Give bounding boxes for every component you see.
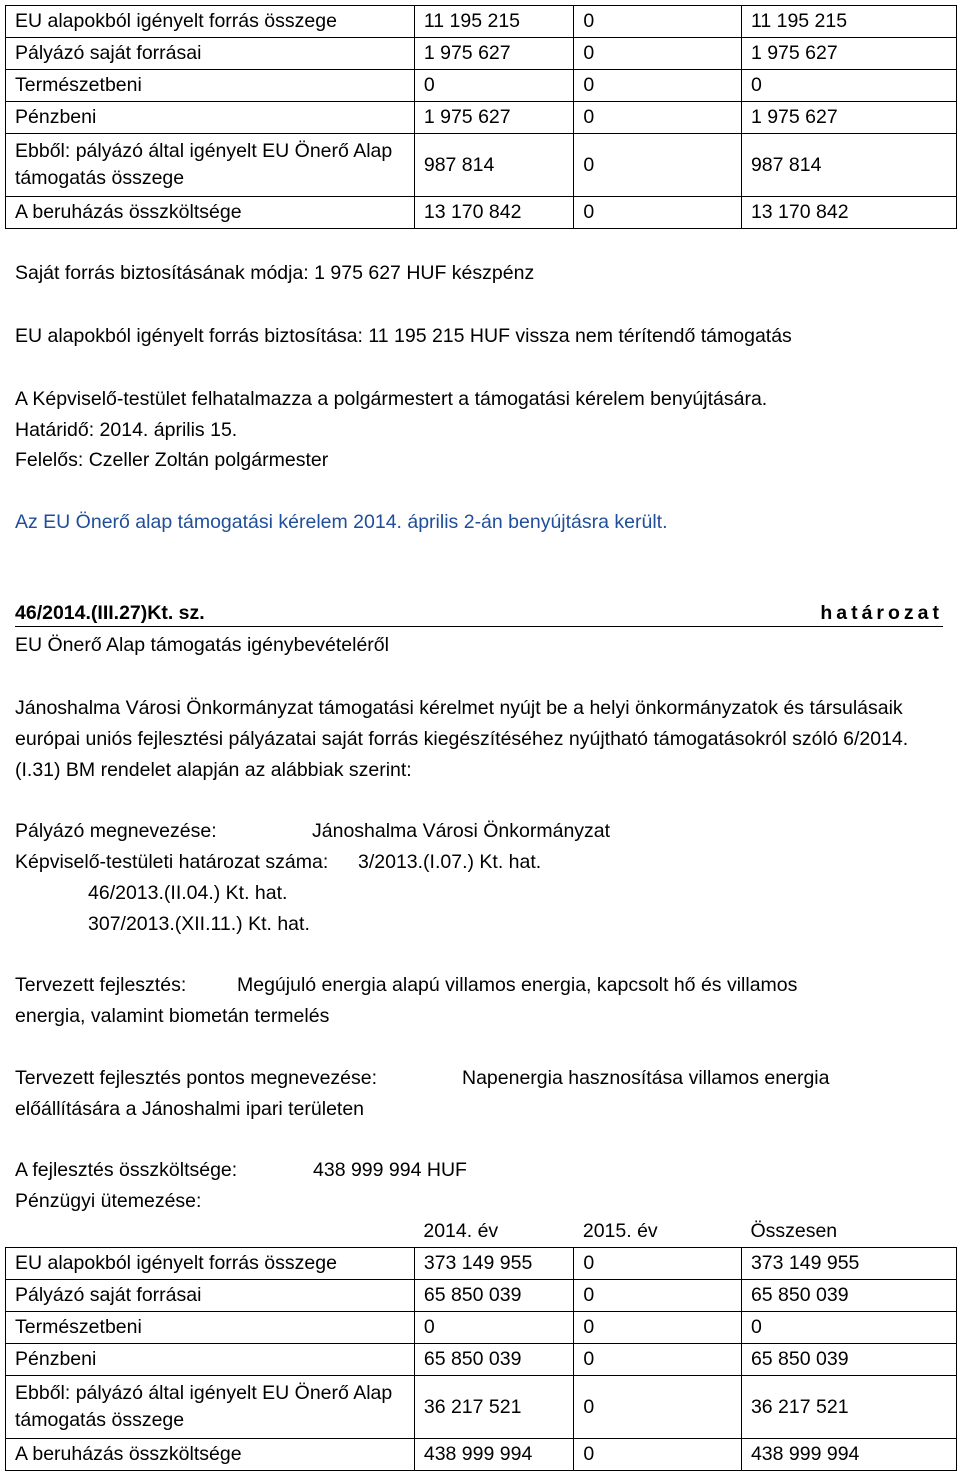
table-row (6, 6, 957, 38)
cell-2014: 13 170 842 (414, 197, 574, 229)
planned-exact-value-cont: előállítására a Jánoshalmi ipari területen (15, 1098, 365, 1120)
cell-total: 987 814 (741, 134, 956, 197)
total-cost-value: 438 999 994 HUF (313, 1159, 467, 1181)
cell-2015: 0 (574, 70, 742, 102)
resolution-header (15, 598, 943, 627)
planned-value-cont: energia, valamint biometán termelés (15, 1005, 330, 1027)
cell-2015: 0 (574, 1376, 742, 1439)
row-label: A beruházás összköltsége (6, 1439, 415, 1471)
column-header (6, 1216, 415, 1248)
row-label: Pénzbeni (6, 1344, 415, 1376)
authorization-text: A Képviselő-testület felhatalmazza a polgármestert a támogatási kérelem benyújtására. (15, 388, 768, 410)
table-row (6, 70, 957, 102)
table-row (6, 1376, 957, 1439)
row-label: Pályázó saját forrásai (6, 38, 415, 70)
cell-2015: 0 (574, 102, 742, 134)
cell-total: 0 (741, 1312, 956, 1344)
cell-2014: 0 (414, 70, 574, 102)
table-row (6, 1248, 957, 1280)
council-number: 307/2013.(XII.11.) Kt. hat. (88, 913, 310, 935)
cell-2015: 0 (574, 1248, 742, 1280)
planned-exact-label: Tervezett fejlesztés pontos megnevezése: (15, 1067, 378, 1089)
planned-label: Tervezett fejlesztés: (15, 974, 187, 996)
council-number: 46/2013.(II.04.) Kt. hat. (88, 882, 288, 904)
cell-2014: 65 850 039 (414, 1280, 574, 1312)
cell-total: 65 850 039 (741, 1344, 956, 1376)
table-row (6, 1312, 957, 1344)
cell-2015: 0 (574, 1312, 742, 1344)
cell-2015: 0 (574, 197, 742, 229)
submission-note: Az EU Önerő alap támogatási kérelem 2014. április 2-án benyújtásra került. (15, 511, 668, 533)
table-header-row (6, 1216, 957, 1248)
cell-total: 1 975 627 (741, 38, 956, 70)
council-number: 3/2013.(I.07.) Kt. hat. (358, 851, 542, 873)
cell-2014: 987 814 (414, 134, 574, 197)
applicant-value: Jánoshalma Városi Önkormányzat (312, 820, 611, 842)
cell-2015: 0 (574, 6, 742, 38)
cell-2014: 36 217 521 (414, 1376, 574, 1439)
schedule-label: Pénzügyi ütemezése: (15, 1190, 202, 1212)
resolution-number: 46/2014.(III.27)Kt. sz. (15, 602, 205, 624)
deadline-text: Határidő: 2014. április 15. (15, 419, 238, 441)
column-header: 2015. év (582, 1220, 658, 1242)
row-label: EU alapokból igényelt forrás összege (6, 1248, 415, 1280)
cell-2014: 373 149 955 (414, 1248, 574, 1280)
column-header: 2014. év (423, 1220, 499, 1242)
cell-total: 0 (741, 70, 956, 102)
cell-total: 373 149 955 (741, 1248, 956, 1280)
funding-mode-text: Saját forrás biztosításának módja: 1 975 627 HUF készpénz (15, 262, 535, 284)
financial-table-top (5, 5, 957, 229)
row-label: Ebből: pályázó által igényelt EU Önerő Alap támogatás összege (6, 134, 415, 197)
responsible-text: Felelős: Czeller Zoltán polgármester (15, 449, 329, 471)
table-row (6, 102, 957, 134)
cell-2015: 0 (574, 1344, 742, 1376)
table-row (6, 1439, 957, 1471)
planned-exact-value: Napenergia hasznosítása villamos energia (462, 1067, 830, 1089)
planned-value: Megújuló energia alapú villamos energia, kapcsolt hő és villamos (237, 974, 798, 996)
applicant-label: Pályázó megnevezése: (15, 820, 217, 842)
cell-total: 13 170 842 (741, 197, 956, 229)
table-row (6, 1344, 957, 1376)
cell-total: 36 217 521 (741, 1376, 956, 1439)
eu-funding-text: EU alapokból igényelt forrás biztosítása: 11 195 215 HUF vissza nem térítendő támogatás (15, 325, 792, 347)
row-label: A beruházás összköltsége (6, 197, 415, 229)
table-row (6, 38, 957, 70)
row-label: EU alapokból igényelt forrás összege (6, 6, 415, 38)
row-label: Ebből: pályázó által igényelt EU Önerő Alap támogatás összege (6, 1376, 415, 1439)
financial-table-bottom (5, 1216, 957, 1471)
cell-total: 1 975 627 (741, 102, 956, 134)
intro-paragraph: Jánoshalma Városi Önkormányzat támogatási kérelmet nyújt be a helyi önkormányzatok és társulásaik európai uniós fejlesztési pályázatai saját forrás kiegészítéséhez nyújtható támogatásokról szóló 6/2014. (I.31) BM rendelet alapján az alábbiak szerint: (15, 697, 909, 781)
cell-total: 65 850 039 (741, 1280, 956, 1312)
cell-total: 11 195 215 (741, 6, 956, 38)
total-cost-label: A fejlesztés összköltsége: (15, 1159, 238, 1181)
table-row (6, 134, 957, 197)
cell-total: 438 999 994 (741, 1439, 956, 1471)
column-header: Összesen (750, 1220, 838, 1242)
cell-2014: 65 850 039 (414, 1344, 574, 1376)
resolution-keyword: határozat (820, 602, 943, 624)
row-label: Természetbeni (6, 1312, 415, 1344)
cell-2015: 0 (574, 1439, 742, 1471)
cell-2014: 1 975 627 (414, 38, 574, 70)
table-row (6, 1280, 957, 1312)
row-label: Pályázó saját forrásai (6, 1280, 415, 1312)
table-row (6, 197, 957, 229)
cell-2014: 1 975 627 (414, 102, 574, 134)
cell-2015: 0 (574, 1280, 742, 1312)
cell-2014: 11 195 215 (414, 6, 574, 38)
cell-2014: 0 (414, 1312, 574, 1344)
cell-2014: 438 999 994 (414, 1439, 574, 1471)
resolution-subject: EU Önerő Alap támogatás igénybevételéről (15, 634, 389, 656)
council-label: Képviselő-testületi határozat száma: (15, 851, 329, 873)
row-label: Természetbeni (6, 70, 415, 102)
row-label: Pénzbeni (6, 102, 415, 134)
cell-2015: 0 (574, 134, 742, 197)
cell-2015: 0 (574, 38, 742, 70)
